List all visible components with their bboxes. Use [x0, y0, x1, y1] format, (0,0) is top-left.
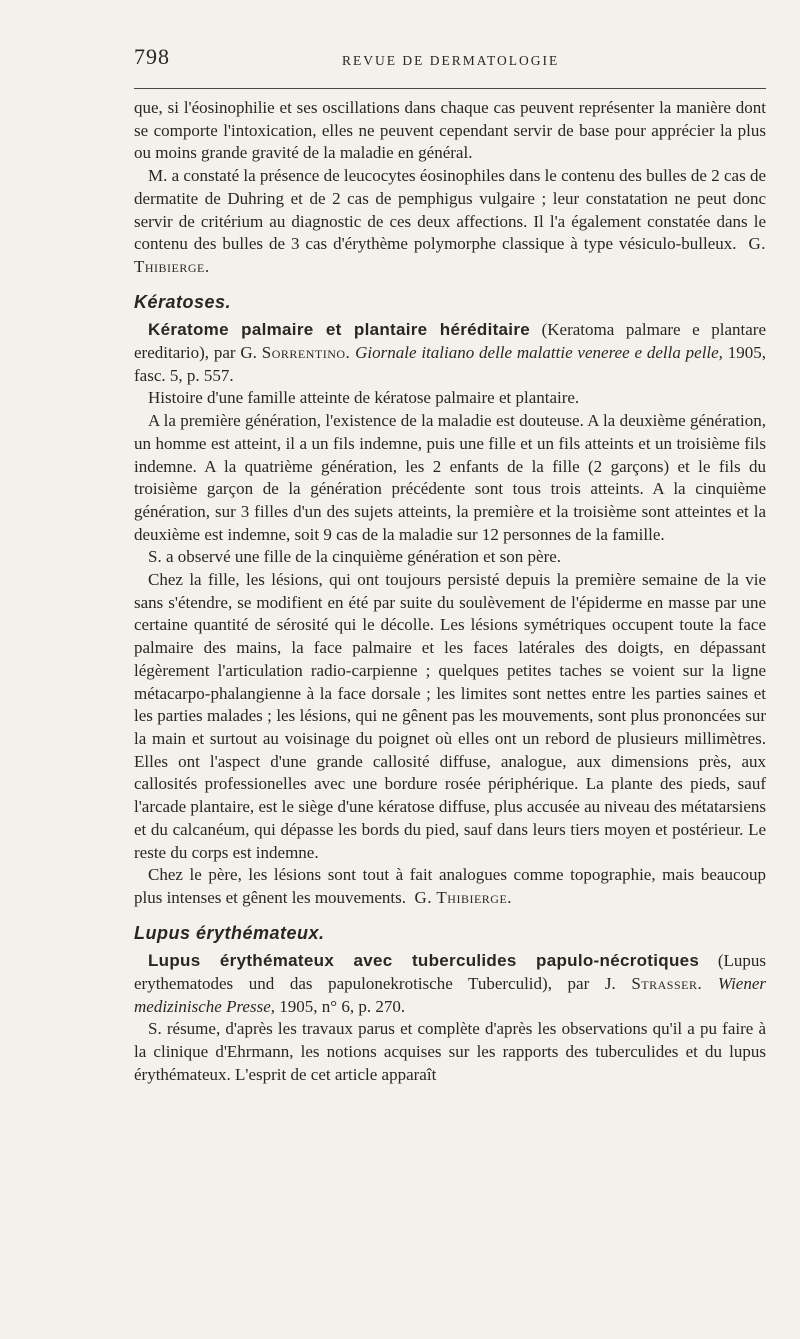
article-reference — [134, 319, 766, 387]
section-heading: Lupus érythémateux. — [134, 922, 325, 943]
paragraph: S. résume, d'après les travaux parus et complète d'après les observations qu'il a pu faire à la clinique d'Ehrmann, les notions acquises sur les rapports des tuberculides et du lupus érythémateux. L'esprit de cet article apparaît — [134, 1019, 766, 1084]
body-text — [134, 97, 766, 1087]
paragraph: Chez la fille, les lésions, qui ont toujours persisté depuis la première semaine de la vie sans s'étendre, se modifient en été par suite du soulèvement de l'épiderme en masse par une certaine quantité de sérosité qui le décolle. Les lésions symétriques occupent toute la face palmaire des mains, la face palmaire et les faces latérales des doigts, en dépassant légèrement l'articulation radio-carpienne ; quelques petites taches se voient sur la ligne métacarpo-phalangienne à la face dorsale ; les limites sont nettes entre les parties saines et les parties malades ; les lésions, qui ne gênent pas les mouvements, sont plus prononcées sur la main et surtout au voisinage du poignet où elles ont un rebord de plusieurs millimètres. Elles ont l'aspect d'une grande callosité diffuse, analogue, aux dimensions près, aux callosités professionelles avec une bordure rosée périphérique. La plante des pieds, sauf l'arcade plantaire, est le siège d'une kératose diffuse, plus accusée au niveau des métatarsiens et du calcanéum, qui dépasse les bords du pied, sauf dans leurs tiers moyen et postérieur. Le reste du corps est indemne. — [134, 570, 766, 862]
article-title: Lupus érythémateux avec tuberculides papulo-nécrotiques — [148, 951, 700, 971]
article-title: Kératome palmaire et plantaire héréditaire — [148, 320, 531, 340]
section-heading: Kératoses. — [134, 291, 232, 312]
article-reference — [134, 950, 766, 1018]
article-citation: 1905, fasc. 5, p. 557. — [134, 343, 767, 385]
journal-title: REVUE DE DERMATOLOGIE — [342, 53, 560, 68]
author-signature: G. Thibierge. — [134, 234, 766, 276]
article-author: Strasser. — [631, 974, 703, 994]
article-journal: Wiener medizinische Presse, — [134, 974, 766, 1016]
article-original-title: (Lupus erythematodes und das papulonekrotische Tuberculid), par J. — [134, 951, 767, 994]
paragraph — [134, 864, 766, 909]
paragraph-text: M. a constaté la présence de leucocytes éosinophiles dans le contenu des bulles de 2 cas de dermatite de Duhring et de 2 cas de pemphigus vulgaire ; leur constatation ne peut donc servir de critérium au diagnostic de ces deux affections. Il l'a également constatée dans le contenu des bulles de 3 cas d'érythème polymorphe classique à type vésiculo-bulleux. — [134, 166, 766, 254]
header-rule — [134, 88, 766, 89]
article-author: Sorrentino. — [261, 343, 351, 363]
author-signature: G. Thibierge. — [414, 887, 513, 907]
article-journal: Giornale italiano delle malattie veneree e della pelle, — [355, 343, 723, 363]
paragraph — [134, 97, 766, 165]
paragraph: Histoire d'une famille atteinte de kératose palmaire et plantaire. — [148, 388, 580, 408]
paragraph: A la première génération, l'existence de la maladie est douteuse. A la deuxième génération, un homme est atteint, il a un fils indemne, puis une fille et un fils atteints et un troisième fils indemne. A la quatrième génération, les 2 enfants de la fille (2 garçons) et le fils du troisième garçon de la génération précédente sont tous trois atteints. A la cinquième génération, sur 3 filles d'un des sujets atteints, la première et la troisième sont atteintes et la deuxième est indemne, soit 9 cas de la maladie sur 12 personnes de la famille. — [134, 411, 766, 544]
paragraph: S. a observé une fille de la cinquième génération et son père. — [148, 547, 562, 567]
page-number: 798 — [134, 44, 170, 69]
paragraph — [134, 165, 766, 279]
article-original-title: (Keratoma palmare e plantare ereditario), par G. — [134, 320, 767, 363]
paragraph-text: Chez le père, les lésions sont tout à fait analogues comme topographie, mais beaucoup plus intenses et gênent les mouvements. — [134, 865, 766, 907]
article-citation: 1905, n° 6, p. 270. — [279, 996, 406, 1016]
running-head — [134, 44, 766, 74]
paragraph-text: que, si l'éosinophilie et ses oscillations dans chaque cas peuvent représenter la manière dont se comporte l'intoxication, elles ne peuvent cependant servir de base pour apprécier la plus ou moins grande gravité de la maladie en général. — [134, 98, 766, 163]
